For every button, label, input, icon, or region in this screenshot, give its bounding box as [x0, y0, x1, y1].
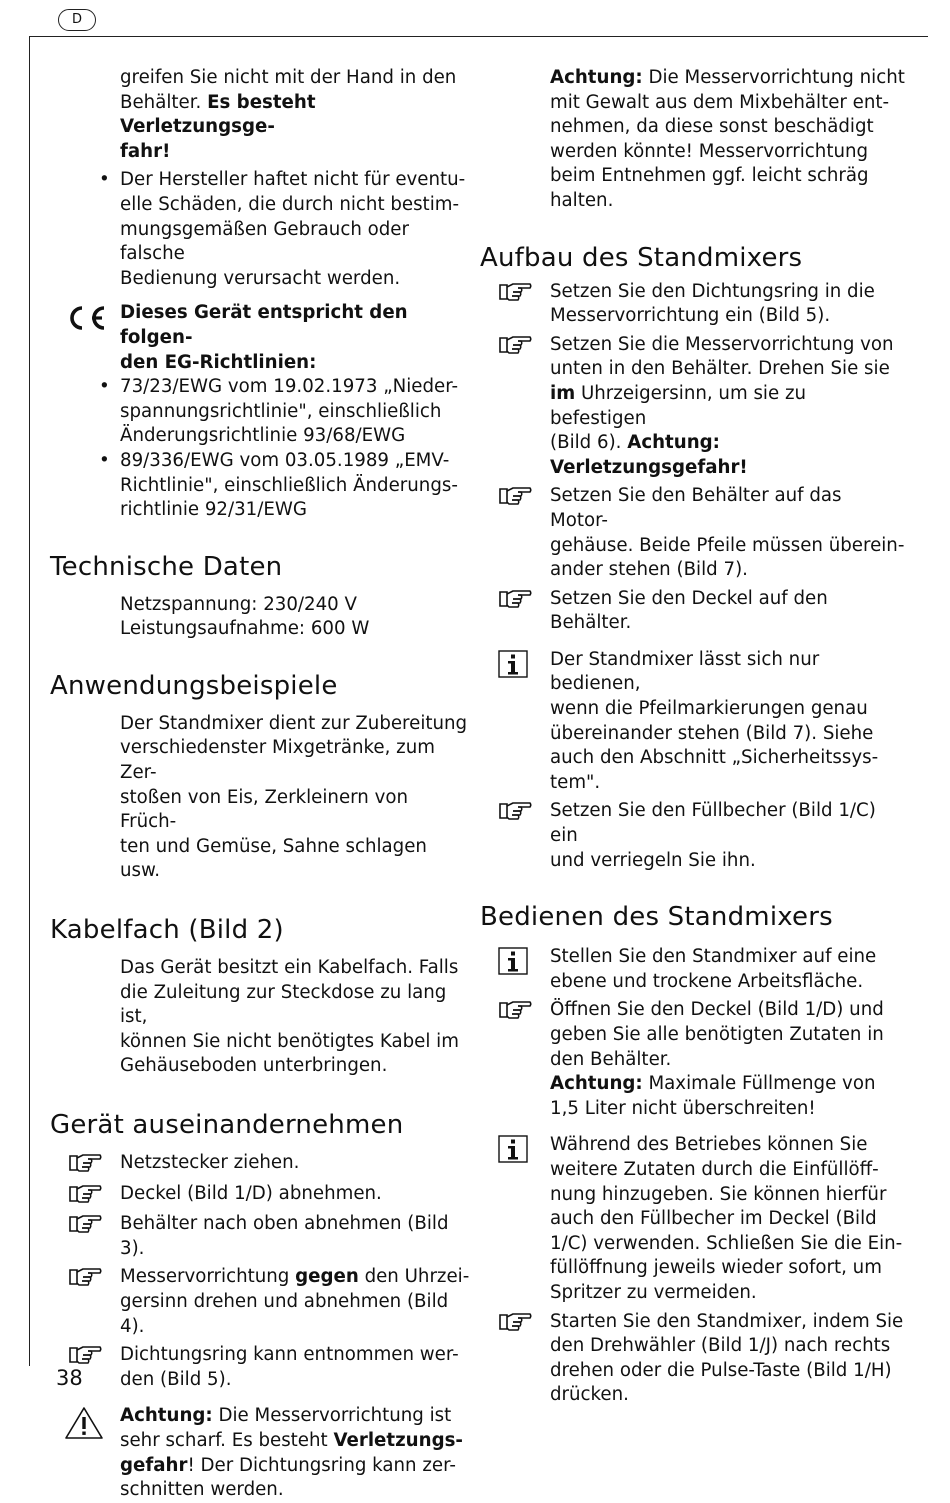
paragraph: Das Gerät besitzt ein Kabelfach. Falls die Zuleitung zur Steckdose zu lang ist, können Sie nicht benötigtes Kabel im Gehäuseboden unterbringen. [120, 957, 459, 1077]
pointing-hand-icon [68, 1265, 102, 1287]
section-heading: Anwendungsbeispiele [50, 670, 338, 701]
info-note: Stellen Sie den Standmixer auf eine ebene und trockene Arbeitsfläche. [480, 945, 905, 994]
left-column [50, 66, 470, 1503]
warning-icon [64, 1406, 104, 1440]
step-item: Setzen Sie den Dichtungsring in die Messervorrichtung ein (Bild 5). [480, 280, 905, 329]
left-rule [29, 36, 30, 1366]
pointing-hand-icon [68, 1343, 102, 1365]
step-item: Setzen Sie den Füllbecher (Bild 1/C) ein und verriegeln Sie ihn. [480, 799, 905, 873]
ce-notice: Dieses Gerät entspricht den folgen- den EG-Richtlinien: [50, 301, 470, 375]
paragraph: Der Standmixer dient zur Zubereitung verschiedenster Mixgetränke, zum Zer- stoßen von Eis, Zerkleinern von Früch- ten und Gemüse, Sahne schlagen usw. [120, 712, 468, 882]
list-item: • Der Hersteller haftet nicht für eventu- elle Schäden, die durch nicht bestim- mungsgemäßen Gebrauch oder falsche Bedienung verursacht werden. [99, 169, 466, 289]
step-item: Netzstecker ziehen. [50, 1151, 470, 1176]
info-note: Während des Betriebes können Sie weitere Zutaten durch die Einfüllöff- nung hinzugeben. Sie können hierfür auch den Füllbecher im Deckel (Bild 1/C) verwenden. Schließen Sie die Ein- füllöffnung jeweils wieder sofort, um Spritzer zu vermeiden. [480, 1133, 905, 1305]
step-item: Messervorrichtung gegen den Uhrzei- gersinn drehen und abnehmen (Bild 4). [50, 1265, 470, 1339]
bullet: • [99, 449, 110, 471]
page-number: 38 [56, 1366, 83, 1390]
section-heading: Kabelfach (Bild 2) [50, 915, 284, 946]
step-item: Setzen Sie die Messervorrichtung von unten in den Behälter. Drehen Sie sie im Uhrzeigersinn, um sie zu befestigen (Bild 6). Achtung: Verletzungsgefahr! [480, 333, 905, 481]
info-icon [498, 1135, 528, 1163]
list-item: • 73/23/EWG vom 19.02.1973 „Nieder- spannungsrichtlinie", einschließlich Änderungsrichtlinie 93/68/EWG [99, 376, 459, 447]
pointing-hand-icon [68, 1182, 102, 1204]
info-icon [498, 650, 528, 678]
section-heading: Aufbau des Standmixers [480, 242, 803, 273]
step-item: Öffnen Sie den Deckel (Bild 1/D) und geben Sie alle benötigten Zutaten in den Behälter. Achtung: Maximale Füllmenge von 1,5 Liter nicht überschreiten! [480, 998, 905, 1121]
bullet: • [99, 169, 110, 191]
pointing-hand-icon [68, 1151, 102, 1173]
info-note: Der Standmixer lässt sich nur bedienen, wenn die Pfeilmarkierungen genau übereinander stehen (Bild 7). Siehe auch den Abschnitt „Sicherheitssys- tem". [480, 648, 905, 796]
tech-data: Netzspannung: 230/240 V Leistungsaufnahme: 600 W [120, 593, 370, 640]
pointing-hand-icon [498, 1310, 532, 1332]
top-rule [30, 36, 928, 37]
pointing-hand-icon [498, 998, 532, 1020]
warning-note: Achtung: Die Messervorrichtung ist sehr scharf. Es besteht Verletzungs- gefahr! Der Dichtungsring kann zer- schnitten werden. [50, 1404, 470, 1502]
step-item: Deckel (Bild 1/D) abnehmen. [50, 1182, 470, 1207]
attention-note: Achtung: Die Messervorrichtung nicht mit Gewalt aus dem Mixbehälter ent- nehmen, da diese sonst beschädigt werden könnte! Messervorrichtung beim Entnehmen ggf. leicht schräg halten. [550, 67, 905, 211]
pointing-hand-icon [498, 280, 532, 302]
step-item: Setzen Sie den Behälter auf das Motor- gehäuse. Beide Pfeile müssen überein- ander stehen (Bild 7). [480, 484, 905, 582]
step-item: Starten Sie den Standmixer, indem Sie den Drehwähler (Bild 1/J) nach rechts drehen oder die Pulse-Taste (Bild 1/H) drücken. [480, 1310, 905, 1408]
step-item: Behälter nach oben abnehmen (Bild 3). [50, 1212, 470, 1261]
section-heading: Technische Daten [50, 551, 283, 582]
section-heading: Gerät auseinandernehmen [50, 1110, 404, 1140]
step-item: Setzen Sie den Deckel auf den Behälter. [480, 587, 905, 636]
bullet: • [99, 376, 110, 398]
right-column [480, 66, 905, 1408]
pointing-hand-icon [498, 484, 532, 506]
list-item: • 89/336/EWG vom 03.05.1989 „EMV- Richtlinie", einschließlich Änderungs- richtlinie 92/31/EWG [99, 449, 458, 521]
intro-text: greifen Sie nicht mit der Hand in den Behälter. Es besteht Verletzungsge- fahr! [120, 67, 457, 162]
language-badge: D [58, 9, 96, 31]
pointing-hand-icon [498, 333, 532, 355]
section-heading: Bedienen des Standmixers [480, 902, 833, 933]
pointing-hand-icon [498, 587, 532, 609]
ce-mark-icon [62, 301, 108, 335]
step-item: Dichtungsring kann entnommen wer- den (Bild 5). [50, 1343, 470, 1392]
pointing-hand-icon [68, 1212, 102, 1234]
pointing-hand-icon [498, 799, 532, 821]
info-icon [498, 947, 528, 975]
